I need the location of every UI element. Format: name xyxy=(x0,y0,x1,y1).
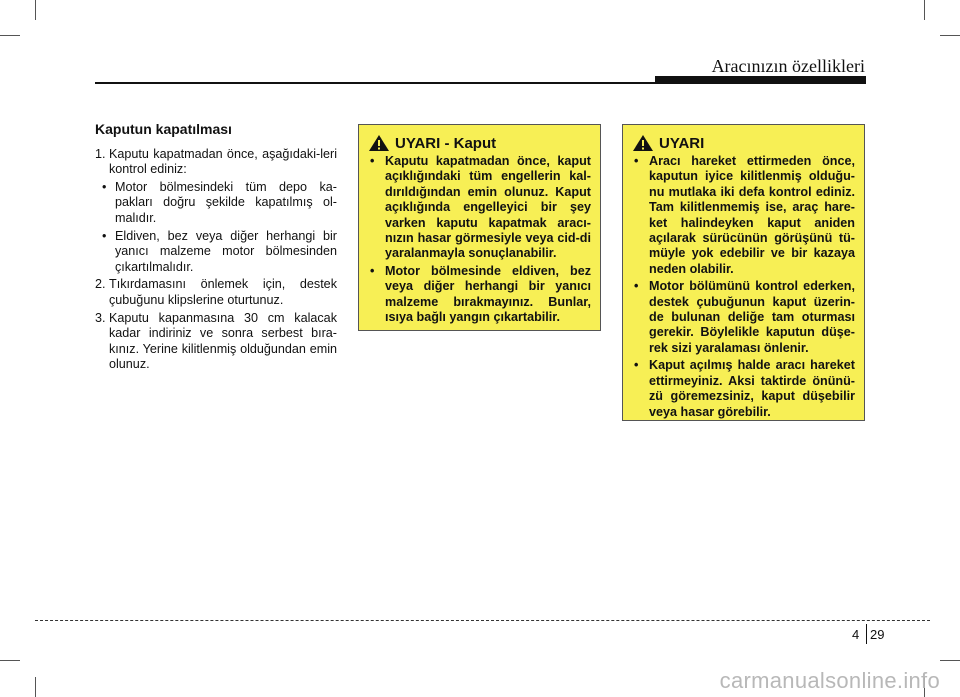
warning-header xyxy=(368,134,591,152)
sub-item xyxy=(102,229,337,276)
warning-header xyxy=(632,134,855,152)
warning-triangle-icon xyxy=(368,134,390,152)
bullet: • xyxy=(370,154,375,168)
bullet: • xyxy=(102,228,107,243)
step-text: Kaputu kapanmasına 30 cm kalacak kadar indiriniz ve sonra serbest bıra-kınız. Yerine kilitlenmiş olduğundan emin olunuz. xyxy=(109,310,337,372)
warning-box-general xyxy=(622,124,865,421)
crop-mark xyxy=(35,677,36,697)
footer-separator xyxy=(866,624,867,644)
warning-item xyxy=(632,154,855,277)
header-rule xyxy=(95,82,866,84)
warning-item xyxy=(632,279,855,356)
crop-mark xyxy=(940,660,960,661)
bullet: • xyxy=(370,263,375,278)
sub-text: Eldiven, bez veya diğer herhangi bir yanıcı malzeme motor bölmesinden çıkartılmalıdır. xyxy=(115,228,337,274)
warning-text: Motor bölümünü kontrol ederken, destek çubuğunun kaput üzerin-de bulunan deliğe tam oturması gerekir. Böylelikle kaputun düşe-rek sizi yaralaması önlenir. xyxy=(649,279,855,355)
warning-title: UYARI xyxy=(659,134,705,152)
warning-triangle-icon xyxy=(632,134,654,152)
sub-text: Motor bölmesindeki tüm depo ka-pakları doğru şekilde kapatılmış ol-malıdır. xyxy=(115,179,337,225)
warning-text: Kaput açılmış halde aracı hareket ettirmeyiniz. Aksi taktirde önünü-zü göremezsiniz, kaput düşebilir veya hasar görebilir. xyxy=(649,358,855,419)
crop-mark xyxy=(924,0,925,20)
warning-text: Aracı hareket ettirmeden önce, kaputun iyice kilitlenmiş olduğu-nu mutlaka iki defa kontrol ediniz. Tam kilitlenmemiş ise, araç hare-ket halindeyken kaput aniden açılarak sürücünün görüşünü tü-müyle yok edebilir ve bir kazaya neden olabilir. xyxy=(649,154,855,276)
warning-item xyxy=(632,358,855,420)
chapter-title: Aracınızın özellikleri xyxy=(711,56,865,76)
step-number: 3. xyxy=(95,310,106,325)
step-number: 1. xyxy=(95,146,106,161)
crop-mark xyxy=(940,35,960,36)
warning-item xyxy=(368,154,591,262)
warning-text: Kaputu kapatmadan önce, kaput açıklığındaki tüm engellerin kal-dırıldığından emin olunuz. Kaput açıklığında engelleyici bir şey varken kaputu kapatmak aracı-nızın hasar görmesiyle veya cid-di yaralanmayla sonuçlanabilir. xyxy=(385,154,591,261)
crop-mark xyxy=(0,660,20,661)
step-number: 2. xyxy=(95,277,106,292)
sub-item xyxy=(102,180,337,227)
page-number: 29 xyxy=(870,627,885,642)
watermark: carmanualsonline.info xyxy=(719,668,940,693)
footer-dashed-rule xyxy=(35,620,930,621)
bullet: • xyxy=(634,279,639,294)
warning-text: Motor bölmesinde eldiven, bez veya diğer herhangi bir yanıcı malzeme bırakmayınız. Bunlar, ısıya bağlı yangın çıkartabilir. xyxy=(385,263,591,325)
step-text: Tıkırdamasını önlemek için, destek çubuğunu klipslerine oturtunuz. xyxy=(109,277,337,307)
chapter-number: 4 xyxy=(852,627,860,642)
instructions-column xyxy=(95,122,337,373)
step-item xyxy=(95,311,337,373)
crop-mark xyxy=(0,35,20,36)
warning-item xyxy=(368,264,591,326)
step-item xyxy=(95,147,337,178)
header-accent-bar xyxy=(655,76,866,82)
step-item xyxy=(95,277,337,308)
bullet: • xyxy=(634,154,639,168)
bullet: • xyxy=(634,358,639,373)
crop-mark xyxy=(35,0,36,20)
section-heading: Kaputun kapatılması xyxy=(95,121,232,137)
warning-box-hood xyxy=(358,124,601,331)
bullet: • xyxy=(102,179,107,194)
step-text: Kaputu kapatmadan önce, aşağıdaki-leri kontrol ediniz: xyxy=(109,146,337,177)
warning-title: UYARI - Kaput xyxy=(395,134,497,152)
